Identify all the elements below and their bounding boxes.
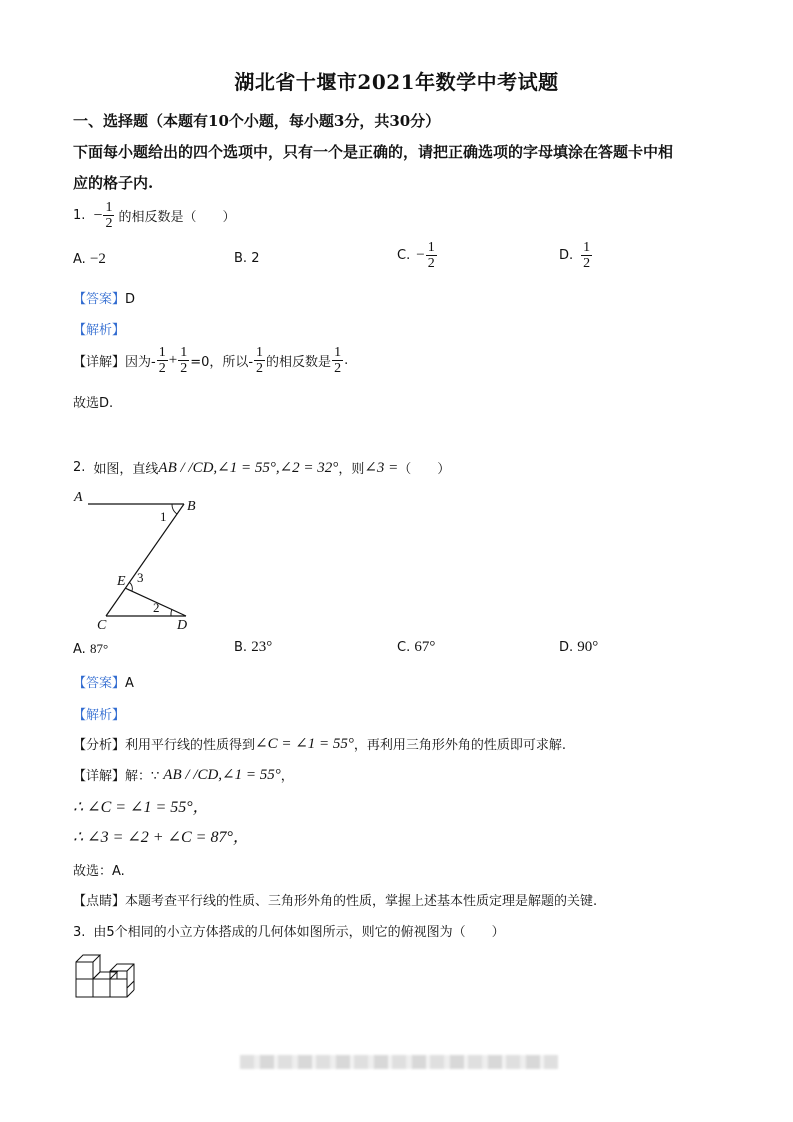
- question-3: 3. 由5个相同的小立方体搭成的几何体如图所示，则它的俯视图为（ ）: [73, 925, 505, 940]
- question-1: [73, 200, 235, 231]
- q1-option-c: C. − $\frac{1}{2}$: [397, 240, 435, 271]
- question-stem: 的相反数是（ ）: [118, 210, 236, 225]
- instruction-line-1: 下面每小题给出的四个选项中，只有一个是正确的，请把正确选项的字母填涂在答题卡中相: [73, 143, 674, 161]
- q1-option-d: D. $\frac{1}{2}$: [559, 240, 591, 271]
- neg-sign: −: [93, 206, 103, 224]
- label-angle-2: 2: [153, 600, 160, 615]
- label-b: B: [187, 499, 196, 514]
- q2-option-b: B. 23°: [234, 639, 273, 655]
- fraction: $\frac{1}{2}$: [105, 200, 113, 231]
- q2-analysis: 【分析】 利用平行线的性质得到 ∠C = ∠1 = 55° ，再利用三角形外角的性质即可求解.: [73, 736, 567, 753]
- instruction-line-2: 应的格子内.: [73, 174, 154, 192]
- question-2: 2. 如图，直线 AB / /CD,∠1 = 55°,∠2 = 32° ，则 ∠3 = （ ）: [73, 460, 451, 477]
- angle-1-arc: [172, 504, 177, 514]
- q1-option-b: B. 2: [234, 251, 260, 266]
- label-angle-3: 3: [137, 570, 144, 585]
- q2-conclusion: 故选：A.: [73, 864, 125, 879]
- geometry-figure: [68, 485, 198, 633]
- q1-option-a: A. −2: [73, 251, 106, 267]
- q1-conclusion: 故选D.: [73, 396, 114, 411]
- label-c: C: [97, 618, 107, 633]
- page-title: 湖北省十堰市2021年数学中考试题: [234, 70, 559, 94]
- label-a: A: [74, 490, 83, 505]
- q2-detail: 【详解】 解：∵ AB / /CD,∠1 = 55° ，: [73, 767, 294, 784]
- q2-step-1: ∴ ∠C = ∠1 = 55°，: [73, 799, 209, 816]
- q2-answer: 【答案】A: [73, 676, 134, 691]
- q1-analysis-tag: 【解析】: [73, 323, 126, 338]
- q2-option-c: C. 67°: [397, 639, 436, 655]
- line-bc: [106, 504, 184, 616]
- q1-detail: 【详解】 因为- $\frac{1}{2}$ + $\frac{1}{2}$ =0，所以- $\frac{1}{2}$ 的相反数是 $\frac{1}{2}$ .: [73, 345, 349, 376]
- q2-comment: 【点睛】本题考查平行线的性质、三角形外角的性质，掌握上述基本性质定理是解题的关键.: [73, 894, 598, 909]
- q1-answer: 【答案】D: [73, 292, 136, 307]
- label-angle-1: 1: [160, 509, 167, 524]
- q2-option-d: D. 90°: [559, 639, 599, 655]
- footer-watermark: [240, 1055, 558, 1069]
- cube-figure: [74, 952, 149, 1000]
- q2-option-a: A. 87°: [73, 641, 109, 657]
- angle-2-arc: [171, 609, 172, 616]
- label-d: D: [177, 618, 188, 633]
- section-heading: 一、选择题（本题有10个小题，每小题3分，共30分）: [73, 112, 441, 130]
- label-e: E: [117, 574, 126, 589]
- q2-step-2: ∴ ∠3 = ∠2 + ∠C = 87°，: [73, 829, 249, 846]
- question-number: 1.: [73, 208, 86, 223]
- q2-analysis-tag: 【解析】: [73, 708, 126, 723]
